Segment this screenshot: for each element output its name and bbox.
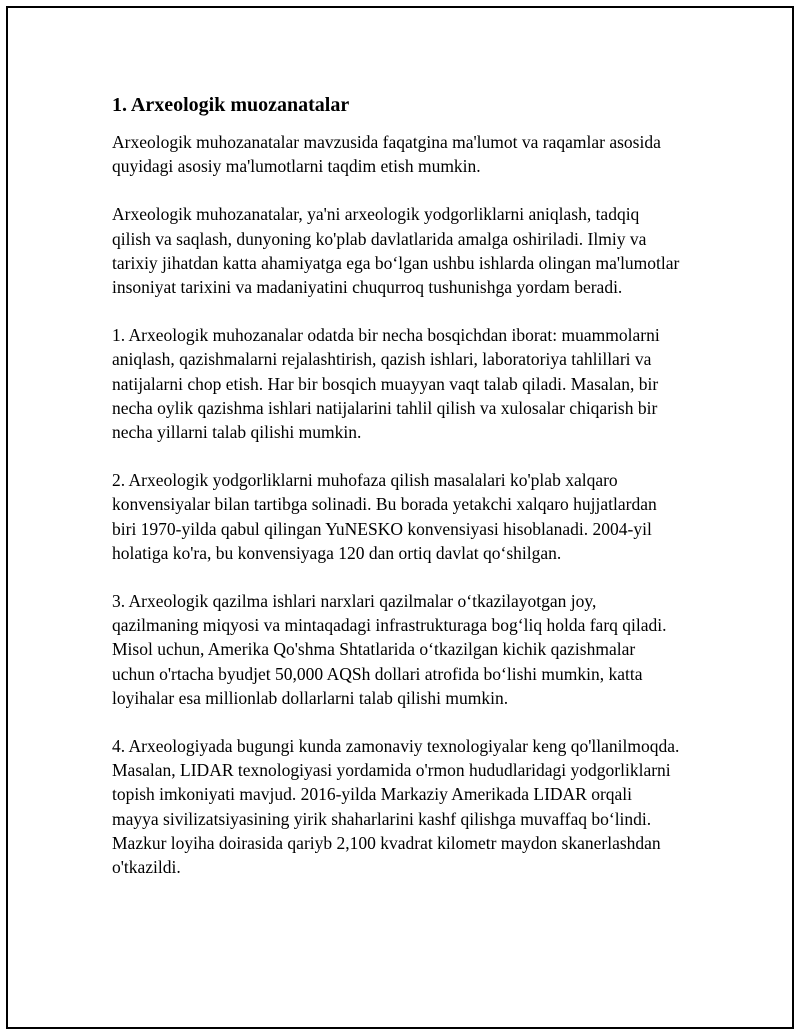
point-3-paragraph: 3. Arxeologik qazilma ishlari narxlari qazilmalar o‘tkazilayotgan joy, qazilmaning miqyosi va mintaqadagi infrastrukturaga bog‘liq holda farq qiladi. Misol uchun, Amerika Qo'shma Shtatlarida o‘tkazilgan kichik qazishmalar uchun o'rtacha byudjet 50,000 AQSh dollari atrofida bo‘lishi mumkin, katta loyihalar esa millionlab dollarlarni talab qilishi mumkin. (112, 591, 667, 708)
intro-paragraph: Arxeologik muhozanatalar mavzusida faqatgina ma'lumot va raqamlar asosida quyidagi asosiy ma'lumotlarni taqdim etish mumkin. (112, 132, 661, 177)
document-title: 1. Arxeologik muozanatalar (112, 94, 350, 116)
point-4-paragraph: 4. Arxeologiyada bugungi kunda zamonaviy texnologiyalar keng qo'llanilmoqda. Masalan, LIDAR texnologiyasi yordamida o'rmon hududlaridagi yodgorliklarni topish imkoniyati mavjud. 2016-yilda Markaziy Amerikada LIDAR orqali mayya sivilizatsiyasining yirik shaharlarini kashf qilishga muvaffaq bo‘lindi. Mazkur loyiha doirasida qariyb 2,100 kvadrat kilometr maydon skanerlashdan o'tkazildi. (112, 736, 680, 878)
point-1-paragraph: 1. Arxeologik muhozanalar odatda bir necha bosqichdan iborat: muammolarni aniqlash, qazishmalarni rejalashtirish, qazish ishlari, laboratoriya tahlillari va natijalarni chop etish. Har bir bosqich muayyan vaqt talab qiladi. Masalan, bir necha oylik qazishma ishlari natijalarini tahlil qilish va xulosalar chiqarish bir necha yillarni talab qilishi mumkin. (112, 325, 660, 443)
overview-paragraph: Arxeologik muhozanatalar, ya'ni arxeologik yodgorliklarni aniqlash, tadqiq qilish va saqlash, dunyoning ko'plab davlatlarida amalga oshiriladi. Ilmiy va tarixiy jihatdan katta ahamiyatga ega bo‘lgan ushbu ishlarda olingan ma'lumotlar insoniyat tarixini va madaniyatini chuqurroq tushunishga yordam beradi. (112, 204, 680, 298)
point-2-paragraph: 2. Arxeologik yodgorliklarni muhofaza qilish masalalari ko'plab xalqaro konvensiyalar bilan tartibga solinadi. Bu borada yetakchi xalqaro hujjatlardan biri 1970-yilda qabul qilingan YuNESKO konvensiyasi hisoblanadi. 2004-yil holatiga ko'ra, bu konvensiyaga 120 dan ortiq davlat qo‘shilgan. (112, 470, 657, 563)
document-body (112, 90, 682, 903)
